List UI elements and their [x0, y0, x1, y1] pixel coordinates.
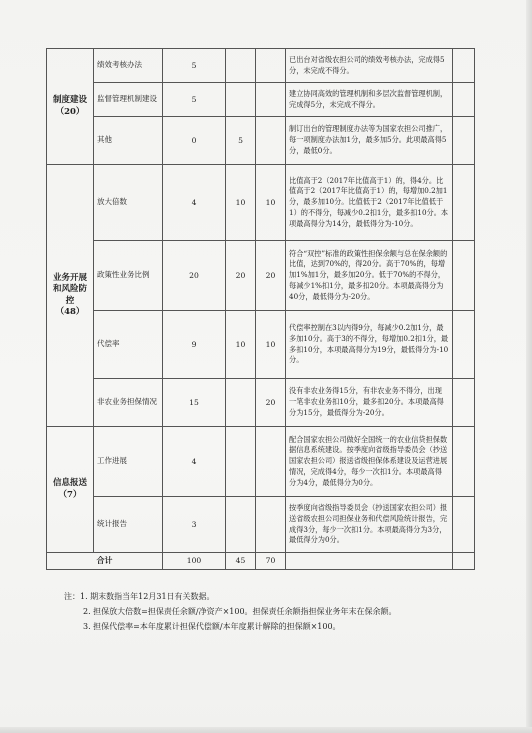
plus-cell: 10 [226, 165, 256, 241]
score-cell: 5 [163, 49, 226, 83]
note-2: 2. 担保放大倍数=担保责任余额/净资产×100。担保责任余额指担保业务年末在保余额。 [83, 607, 397, 616]
criteria-cell: 代偿率控制在3以内得9分，每减少0.2加1分，最多加10分。高于3的不得分，每增加0.2扣1分，最多扣10分，本项最高得分为19分，最低得分为-10分。 [286, 311, 453, 379]
category-cell: 业务开展 和风险防 控 （48） [47, 165, 94, 427]
plus-cell [226, 49, 256, 83]
table-row [47, 497, 475, 553]
score-cell: 0 [163, 117, 226, 165]
total-label: 合计 [47, 553, 163, 570]
table-row [47, 427, 475, 497]
criteria-cell: 比值高于2（2017年比值高于1）的，得4分。比值高于2（2017年比值高于1）的，每增加0.2加1分，最多加10分。比值低于2（2017年比值低于1）的不得分，每减少0.2扣1分，最多扣10分。本项最高得分为14分，最低得分为-10分。 [286, 165, 453, 241]
note-3: 3. 担保代偿率=本年度累计担保代偿额/本年度累计解除的担保额×100。 [83, 622, 341, 631]
assessment-table [46, 48, 475, 570]
score-cell: 9 [163, 311, 226, 379]
item-cell: 绩效考核办法 [94, 49, 163, 83]
blank-cell [453, 49, 475, 83]
total-score: 100 [163, 553, 226, 570]
criteria-cell: 建立协同高效的管理机制和多层次监督管理机制，完成得5分，未完成不得分。 [286, 83, 453, 117]
blank-cell [453, 427, 475, 497]
plus-cell: 20 [226, 241, 256, 311]
table-row [47, 241, 475, 311]
plus-cell [226, 379, 256, 427]
score-cell: 4 [163, 165, 226, 241]
note-1: 注：1. 期末数指当年12月31日有关数据。 [64, 592, 215, 601]
criteria-cell: 配合国家农担公司做好全国统一的农业信贷担保数据信息系统建设。按季度向省级指导委员会（抄送国家农担公司）报送省级担保体系建设及运营进展情况，完成得4分，每少一次扣1分。本项最高得分为4分，最低得分为0分。 [286, 427, 453, 497]
item-cell: 工作进展 [94, 427, 163, 497]
blank-cell [453, 311, 475, 379]
notes [64, 589, 504, 634]
plus-cell: 10 [226, 311, 256, 379]
plus-cell [226, 497, 256, 553]
blank-cell [453, 553, 475, 570]
minus-cell [256, 497, 286, 553]
item-cell: 统计报告 [94, 497, 163, 553]
plus-cell [226, 427, 256, 497]
scan-edge-bottom [0, 727, 532, 733]
blank-cell [453, 83, 475, 117]
minus-cell [256, 49, 286, 83]
table-row [47, 165, 475, 241]
scan-edge-right [526, 0, 532, 733]
criteria-cell: 制订出台的管理制度办法等为国家农担公司推广，每一项制度办法加1分，最多加5分。此项最高得5分，最低0分。 [286, 117, 453, 165]
blank-cell [453, 165, 475, 241]
total-plus: 45 [226, 553, 256, 570]
blank-cell [453, 241, 475, 311]
total-row [47, 553, 475, 570]
criteria-cell: 符合“双控”标准的政策性担保余额与总在保余额的比值，达到70%的，得20分。高于70%的，每增加1%加1分，最多加20分。低于70%的不得分，每减少1%扣1分，最多扣20分。本项最高得分为40分，最低得分为-20分。 [286, 241, 453, 311]
blank-cell [453, 379, 475, 427]
category-cell: 信息报送 （7） [47, 427, 94, 553]
table-row [47, 83, 475, 117]
plus-cell: 5 [226, 117, 256, 165]
minus-cell: 10 [256, 311, 286, 379]
table-row [47, 49, 475, 83]
minus-cell [256, 83, 286, 117]
table-row [47, 117, 475, 165]
category-cell: 制度建设 （20） [47, 49, 94, 165]
score-cell: 3 [163, 497, 226, 553]
minus-cell: 20 [256, 241, 286, 311]
plus-cell [226, 83, 256, 117]
criteria-cell: 没有非农业务得15分，有非农业务不得分，出现一笔非农业务扣10分，最多扣20分。本项最高得分为15分，最低得分为-20分。 [286, 379, 453, 427]
total-minus: 70 [256, 553, 286, 570]
criteria-cell: 按季度向省级指导委员会（抄送国家农担公司）报送省级农担公司担保业务和代偿风险统计报告，完成得3分，每少一次扣1分。本项最高得分为3分，最低得分为0分。 [286, 497, 453, 553]
minus-cell: 10 [256, 165, 286, 241]
item-cell: 非农业务担保情况 [94, 379, 163, 427]
item-cell: 监督管理机制建设 [94, 83, 163, 117]
minus-cell: 20 [256, 379, 286, 427]
blank-cell [453, 117, 475, 165]
score-cell: 15 [163, 379, 226, 427]
minus-cell [256, 117, 286, 165]
blank-cell [453, 497, 475, 553]
score-cell: 20 [163, 241, 226, 311]
score-cell: 4 [163, 427, 226, 497]
item-cell: 代偿率 [94, 311, 163, 379]
score-cell: 5 [163, 83, 226, 117]
table-row [47, 311, 475, 379]
blank-cell [286, 553, 453, 570]
item-cell: 其他 [94, 117, 163, 165]
item-cell: 放大倍数 [94, 165, 163, 241]
item-cell: 政策性业务比例 [94, 241, 163, 311]
criteria-cell: 已出台对省级农担公司的绩效考核办法，完成得5分，未完成不得分。 [286, 49, 453, 83]
minus-cell [256, 427, 286, 497]
table-row [47, 379, 475, 427]
